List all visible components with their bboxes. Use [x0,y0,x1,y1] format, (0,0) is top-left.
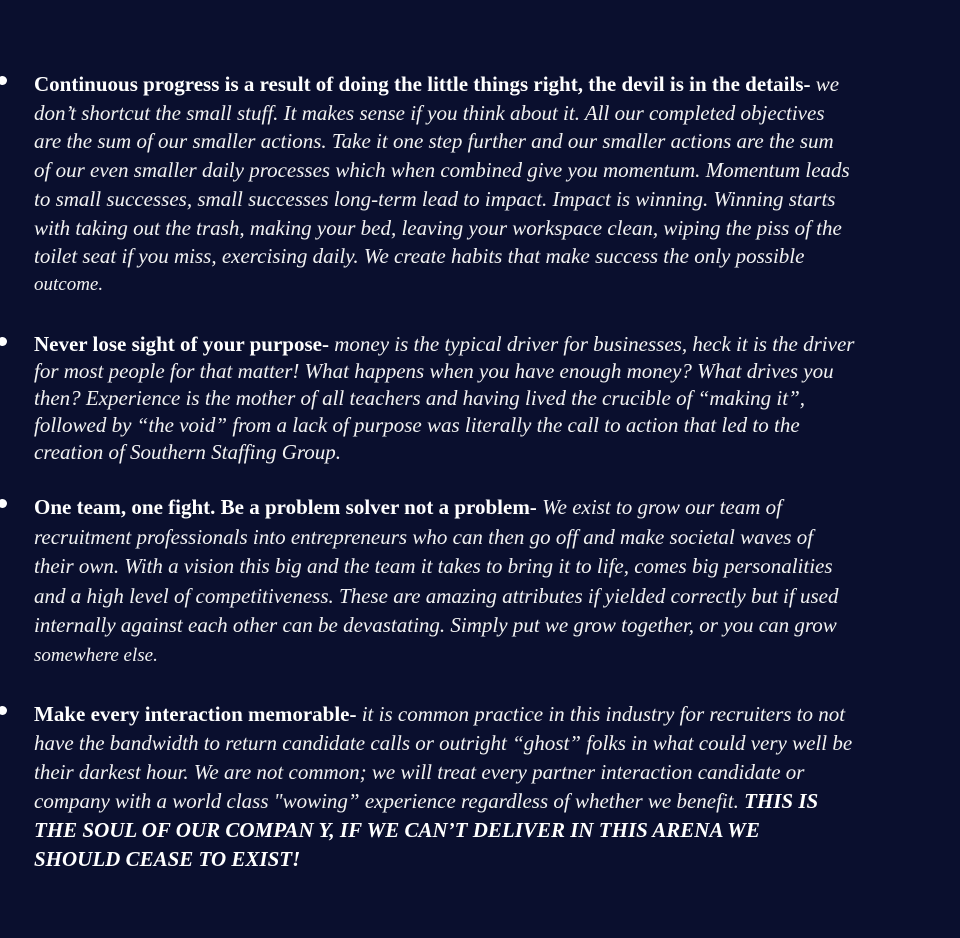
emphasis-line: THE SOUL OF OUR COMPAN Y, IF WE CAN’T DELIVER IN THIS ARENA WE [34,818,760,842]
emphasis-line: SHOULD CEASE TO EXIST! [34,847,301,871]
value-heading: Never lose sight of your purpose- [34,332,329,356]
paragraph-line: with taking out the trash, making your bed, leaving your workspace clean, wiping the piss of the [34,215,842,240]
paragraph-line: have the bandwidth to return candidate calls or outright “ghost” folks in what could very well be [34,731,853,755]
paragraph-line: don’t shortcut the small stuff. It makes sense if you think about it. All our completed objectives [34,100,825,125]
paragraph-text: We exist to grow our team of [536,495,782,519]
paragraph-line: of our even smaller daily processes which when combined give you momentum. Momentum leads [34,158,850,183]
value-paragraph [34,70,958,300]
bullet-icon [0,76,7,85]
value-paragraph [34,331,958,466]
paragraph-line: somewhere else. [34,644,158,666]
paragraph-line: recruitment professionals into entrepreneurs who can then go off and make societal waves of [34,524,814,549]
paragraph-line [34,700,958,729]
paragraph-line [34,493,958,523]
bullet-icon [0,706,7,715]
paragraph-line: creation of Southern Staffing Group. [34,440,342,464]
value-heading: Make every interaction memorable- [34,702,357,726]
value-paragraph [34,700,958,874]
paragraph-line: for most people for that matter! What happens when you have enough money? What drives you [34,359,834,383]
paragraph-text: company with a world class "wowing” experience regardless of whether we benefit. [34,789,739,813]
paragraph-line: outcome. [34,273,104,295]
bullet-icon [0,499,7,508]
value-paragraph [34,493,958,670]
paragraph-line [34,70,958,99]
paragraph-text: it is common practice in this industry for recruiters to not [356,702,846,726]
value-heading: One team, one fight. Be a problem solver not a problem- [34,495,537,519]
paragraph-line [34,331,958,358]
emphasis-text: THIS IS [738,789,819,813]
paragraph-line: their own. With a vision this big and the team it takes to bring it to life, comes big personalities [34,554,833,578]
paragraph-line: toilet seat if you miss, exercising daily. We create habits that make success the only possible [34,244,805,269]
paragraph-line: and a high level of competitiveness. These are amazing attributes if yielded correctly but if used [34,583,839,608]
paragraph-text: money is the typical driver for businesses, heck it is the driver [328,332,855,356]
paragraph-text: we [810,72,840,96]
paragraph-line: are the sum of our smaller actions. Take it one step further and our smaller actions are the sum [34,129,834,154]
paragraph-line: to small successes, small successes long-term lead to impact. Impact is winning. Winning starts [34,186,836,211]
paragraph-line: their darkest hour. We are not common; we will treat every partner interaction candidate or [34,760,805,784]
paragraph-line: internally against each other can be devastating. Simply put we grow together, or you can grow [34,613,837,637]
paragraph-line: followed by “the void” from a lack of purpose was literally the call to action that led to the [34,413,800,437]
bullet-icon [0,337,7,346]
paragraph-line: then? Experience is the mother of all teachers and having lived the crucible of “making it”, [34,386,806,410]
paragraph-line [34,787,958,816]
value-heading: Continuous progress is a result of doing the little things right, the devil is in the details- [34,72,811,96]
